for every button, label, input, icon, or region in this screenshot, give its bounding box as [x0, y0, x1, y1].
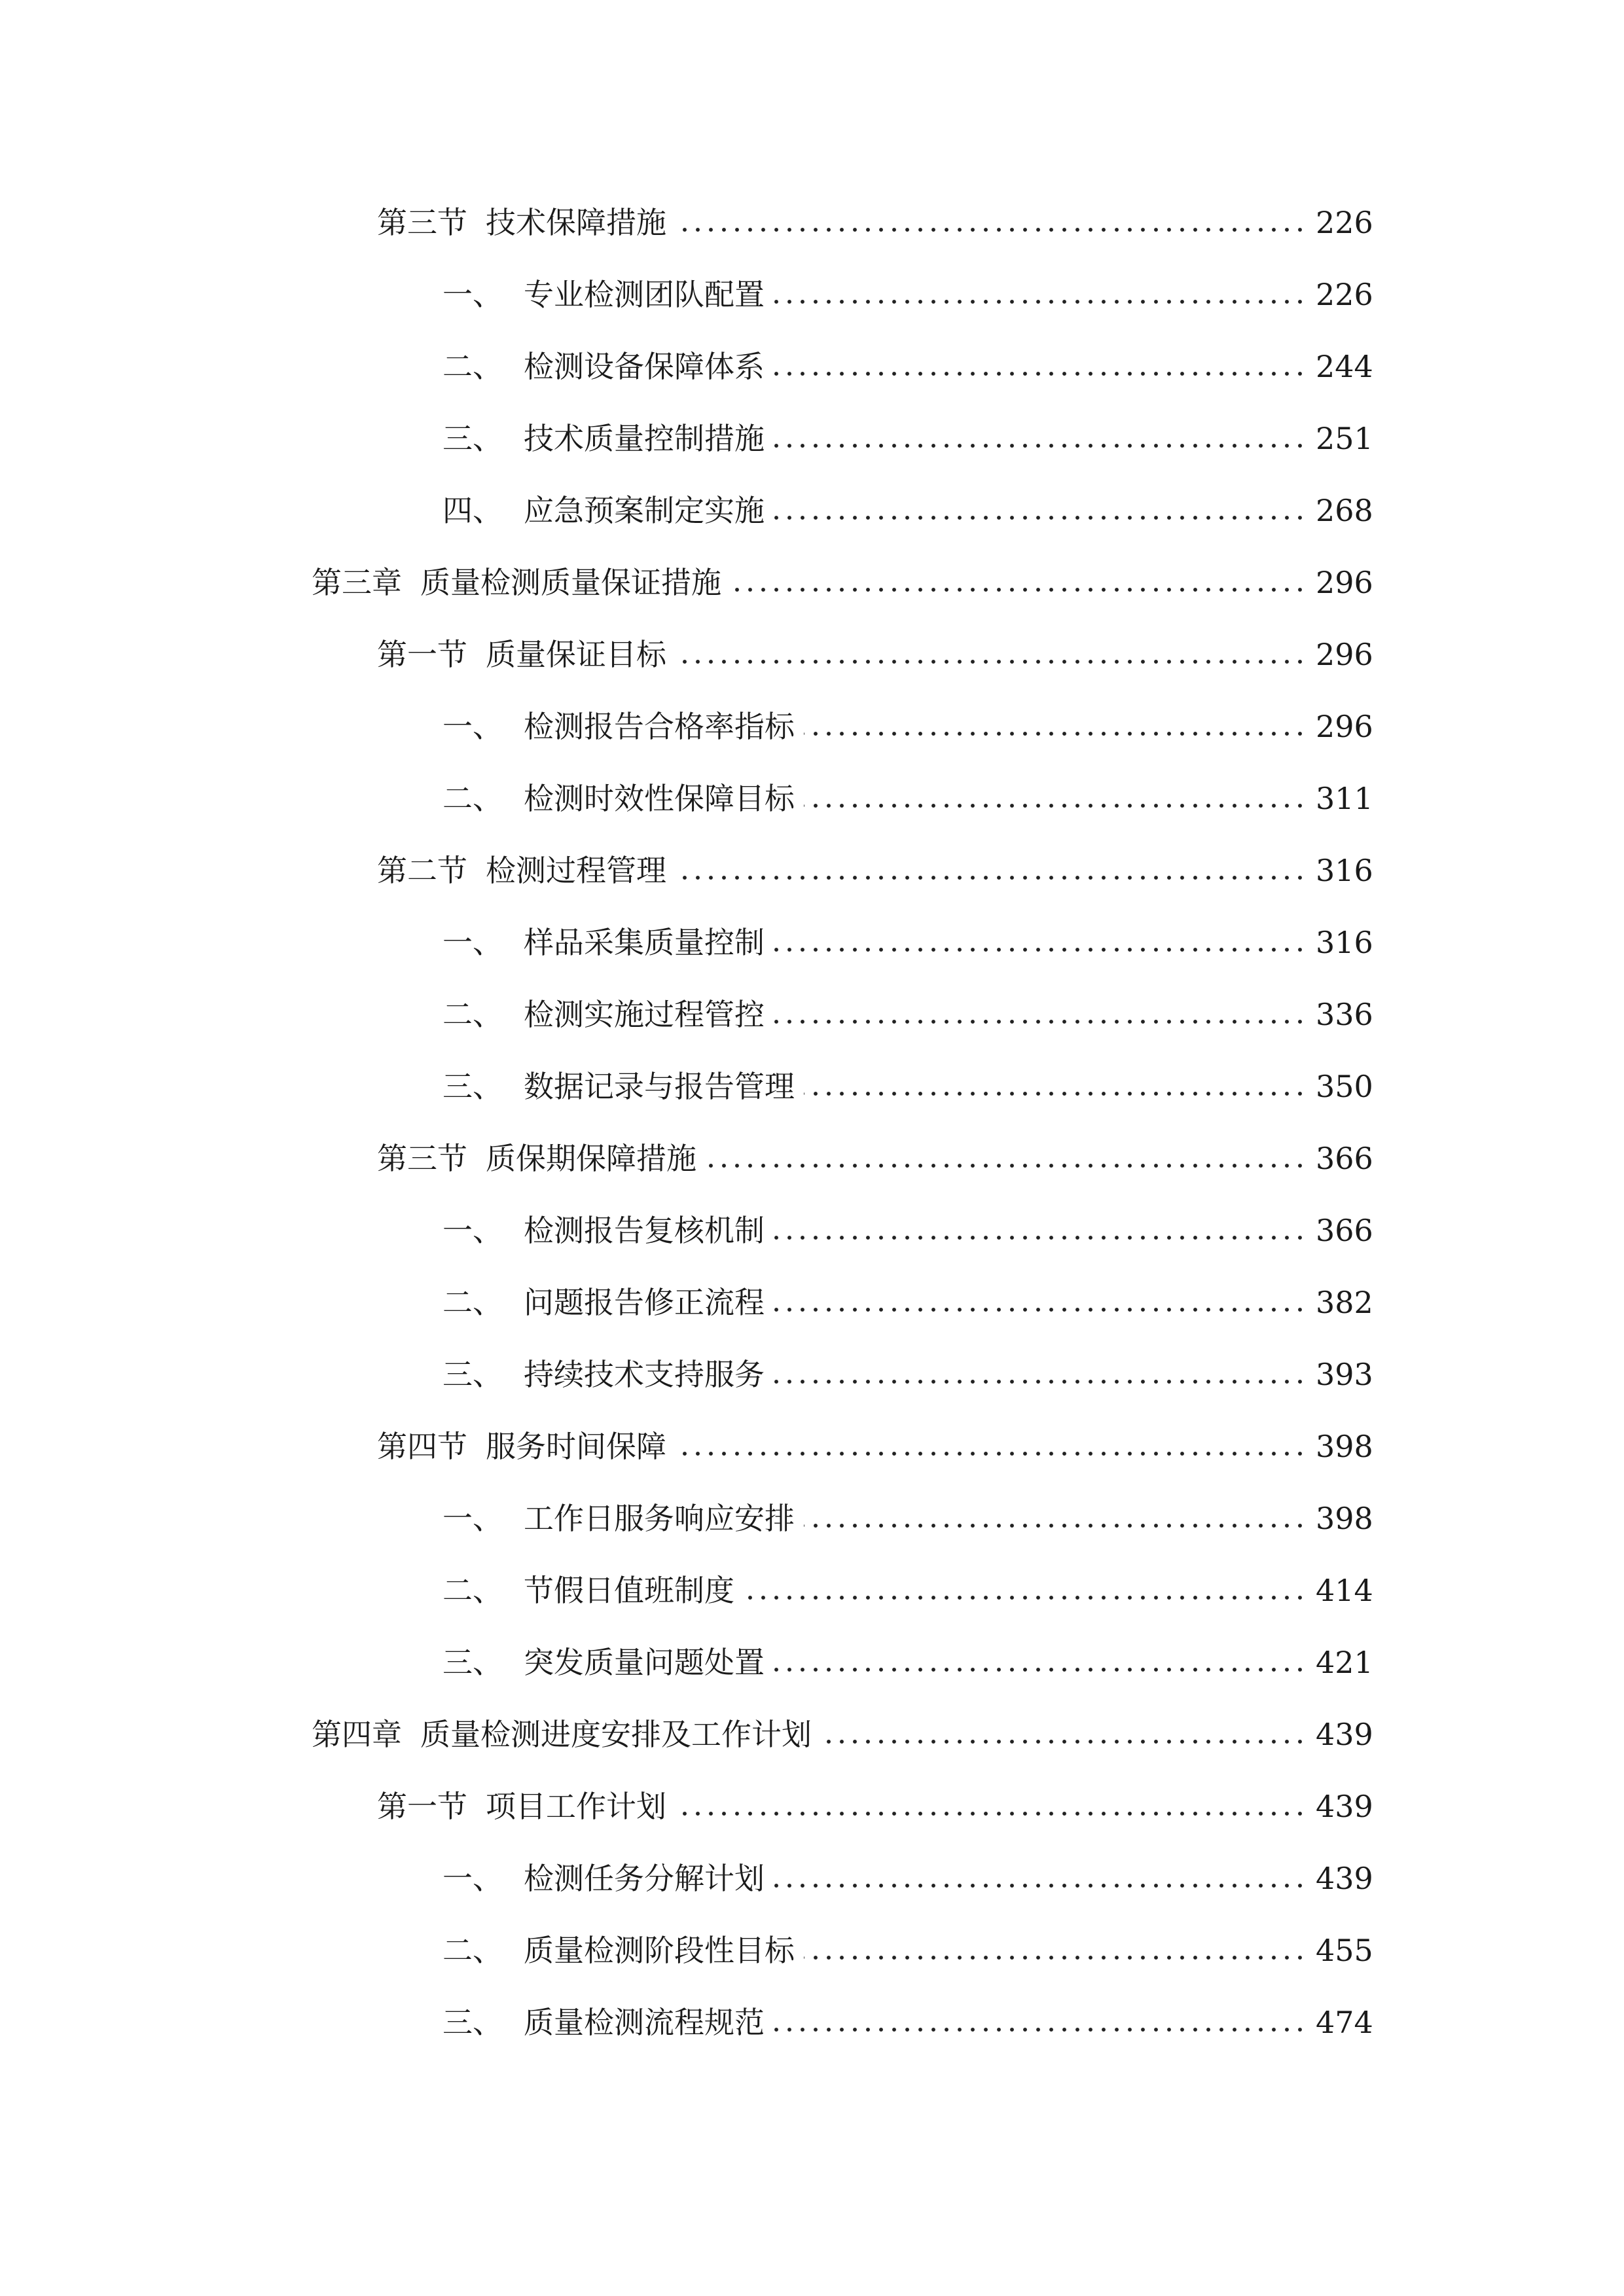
toc-entry[interactable]: [442, 1486, 1372, 1538]
toc-title: 应急预案制定实施: [524, 493, 765, 528]
toc-entry[interactable]: [442, 1198, 1372, 1250]
toc-entry[interactable]: [442, 406, 1372, 458]
toc-entry[interactable]: [442, 982, 1372, 1034]
toc-leader-dots: [774, 1306, 1307, 1313]
toc-leader-dots: [676, 1810, 1307, 1817]
toc-leader-dots: [804, 802, 1307, 809]
toc-page-number: 311: [1316, 781, 1373, 816]
toc-entry[interactable]: [377, 1126, 1372, 1178]
toc-entry[interactable]: [442, 478, 1372, 530]
toc-title: 技术保障措施: [486, 205, 666, 240]
toc-title: 检测实施过程管控: [524, 997, 765, 1032]
toc-entry[interactable]: [442, 1054, 1372, 1106]
toc-leader-dots: [774, 442, 1307, 449]
toc-entry[interactable]: [442, 334, 1372, 386]
toc-marker: 二、: [442, 1285, 503, 1320]
toc-title: 问题报告修正流程: [524, 1285, 765, 1320]
toc-leader-dots: [774, 1378, 1307, 1385]
toc-title: 质量检测流程规范: [524, 2005, 765, 2040]
toc-entry[interactable]: [312, 1702, 1372, 1754]
toc-marker: 三、: [442, 1069, 503, 1104]
toc-title: 持续技术支持服务: [524, 1357, 765, 1392]
toc-entry[interactable]: [312, 550, 1372, 602]
toc-page-number: 439: [1316, 1861, 1373, 1896]
toc-page-number: 398: [1316, 1501, 1373, 1536]
toc-leader-dots: [804, 1954, 1307, 1961]
toc-title: 质量保证目标: [486, 637, 666, 672]
toc-title: 质量检测进度安排及工作计划: [420, 1717, 812, 1752]
toc-page-number: 296: [1316, 637, 1373, 672]
toc-leader-dots: [676, 658, 1307, 665]
toc-title: 检测时效性保障目标: [524, 781, 795, 816]
toc-page-number: 251: [1316, 421, 1373, 456]
toc-leader-dots: [774, 2026, 1307, 2033]
toc-entry[interactable]: [377, 838, 1372, 890]
toc-entry[interactable]: [442, 1918, 1372, 1970]
toc-marker: 第四节: [377, 1429, 467, 1464]
toc-marker: 一、: [442, 925, 503, 960]
toc-marker: 第三节: [377, 205, 467, 240]
toc-leader-dots: [774, 946, 1307, 953]
toc-leader-dots: [731, 586, 1307, 593]
toc-marker: 三、: [442, 1357, 503, 1392]
toc-page-number: 244: [1316, 349, 1373, 384]
toc-leader-dots: [676, 226, 1307, 233]
toc-page-number: 316: [1316, 925, 1373, 960]
toc-page-number: 226: [1316, 277, 1373, 312]
toc-title: 质量检测阶段性目标: [524, 1933, 795, 1968]
toc-leader-dots: [774, 298, 1307, 305]
toc-title: 检测过程管理: [486, 853, 666, 888]
toc-marker: 二、: [442, 1573, 503, 1608]
toc-title: 质保期保障措施: [486, 1141, 696, 1176]
toc-marker: 四、: [442, 493, 503, 528]
toc-page-number: 226: [1316, 205, 1373, 240]
toc-marker: 一、: [442, 709, 503, 744]
toc-leader-dots: [774, 514, 1307, 521]
toc-marker: 一、: [442, 1861, 503, 1896]
toc-leader-dots: [774, 370, 1307, 377]
toc-leader-dots: [676, 874, 1307, 881]
toc-leader-dots: [774, 1234, 1307, 1241]
toc-title: 检测报告复核机制: [524, 1213, 765, 1248]
toc-title: 节假日值班制度: [524, 1573, 734, 1608]
toc-marker: 二、: [442, 781, 503, 816]
toc-marker: 三、: [442, 421, 503, 456]
toc-entry[interactable]: [442, 766, 1372, 818]
toc-page-number: 455: [1316, 1933, 1373, 1968]
toc-marker: 第三节: [377, 1141, 467, 1176]
toc-leader-dots: [774, 1018, 1307, 1025]
toc-title: 检测任务分解计划: [524, 1861, 765, 1896]
toc-leader-dots: [774, 1882, 1307, 1889]
toc-marker: 二、: [442, 1933, 503, 1968]
toc-page-number: 439: [1316, 1717, 1373, 1752]
toc-entry[interactable]: [442, 1990, 1372, 2042]
toc-leader-dots: [706, 1162, 1307, 1169]
toc-marker: 一、: [442, 1501, 503, 1536]
toc-page-number: 421: [1316, 1645, 1373, 1680]
toc-entry[interactable]: [442, 1630, 1372, 1682]
toc-marker: 第一节: [377, 1789, 467, 1824]
toc-title: 质量检测质量保证措施: [420, 565, 721, 600]
toc-marker: 第三章: [312, 565, 402, 600]
toc-entry[interactable]: [442, 1846, 1372, 1898]
toc-page-number: 398: [1316, 1429, 1373, 1464]
toc-marker: 一、: [442, 1213, 503, 1248]
toc-page-number: 268: [1316, 493, 1373, 528]
toc-page-number: 366: [1316, 1141, 1373, 1176]
toc-entry[interactable]: [442, 1558, 1372, 1610]
toc-marker: 第一节: [377, 637, 467, 672]
toc-leader-dots: [774, 1666, 1307, 1673]
toc-marker: 一、: [442, 277, 503, 312]
toc-page-number: 382: [1316, 1285, 1373, 1320]
toc-marker: 三、: [442, 2005, 503, 2040]
toc-entry[interactable]: [442, 1342, 1372, 1394]
toc-page-number: 366: [1316, 1213, 1373, 1248]
toc-leader-dots: [804, 730, 1307, 737]
toc-leader-dots: [744, 1594, 1307, 1601]
toc-entry[interactable]: [442, 910, 1372, 962]
toc-marker: 第二节: [377, 853, 467, 888]
toc-title: 突发质量问题处置: [524, 1645, 765, 1680]
toc-page-number: 474: [1316, 2005, 1373, 2040]
toc-title: 数据记录与报告管理: [524, 1069, 795, 1104]
toc-marker: 三、: [442, 1645, 503, 1680]
toc-entry[interactable]: [377, 1414, 1372, 1466]
toc-title: 检测设备保障体系: [524, 349, 765, 384]
toc-page-number: 336: [1316, 997, 1373, 1032]
toc-leader-dots: [804, 1522, 1307, 1529]
toc-page-number: 296: [1316, 565, 1373, 600]
toc-page-number: 350: [1316, 1069, 1373, 1104]
toc-entry[interactable]: [442, 1270, 1372, 1322]
toc-page-number: 414: [1316, 1573, 1373, 1608]
toc-entry[interactable]: [442, 694, 1372, 746]
toc-title: 专业检测团队配置: [524, 277, 765, 312]
toc-title: 技术质量控制措施: [524, 421, 765, 456]
toc-entry[interactable]: [377, 190, 1372, 242]
toc-leader-dots: [804, 1090, 1307, 1097]
toc-page-number: 296: [1316, 709, 1373, 744]
toc-leader-dots: [821, 1738, 1307, 1745]
toc-page-number: 393: [1316, 1357, 1373, 1392]
toc-leader-dots: [676, 1450, 1307, 1457]
toc-entry[interactable]: [442, 262, 1372, 314]
toc-title: 工作日服务响应安排: [524, 1501, 795, 1536]
toc-title: 服务时间保障: [486, 1429, 666, 1464]
toc-entry[interactable]: [377, 1774, 1372, 1826]
toc-marker: 第四章: [312, 1717, 402, 1752]
toc-title: 样品采集质量控制: [524, 925, 765, 960]
toc-entry[interactable]: [377, 622, 1372, 674]
toc-title: 检测报告合格率指标: [524, 709, 795, 744]
toc-page-number: 439: [1316, 1789, 1373, 1824]
toc-title: 项目工作计划: [486, 1789, 666, 1824]
toc-marker: 二、: [442, 349, 503, 384]
toc-page-number: 316: [1316, 853, 1373, 888]
toc-marker: 二、: [442, 997, 503, 1032]
